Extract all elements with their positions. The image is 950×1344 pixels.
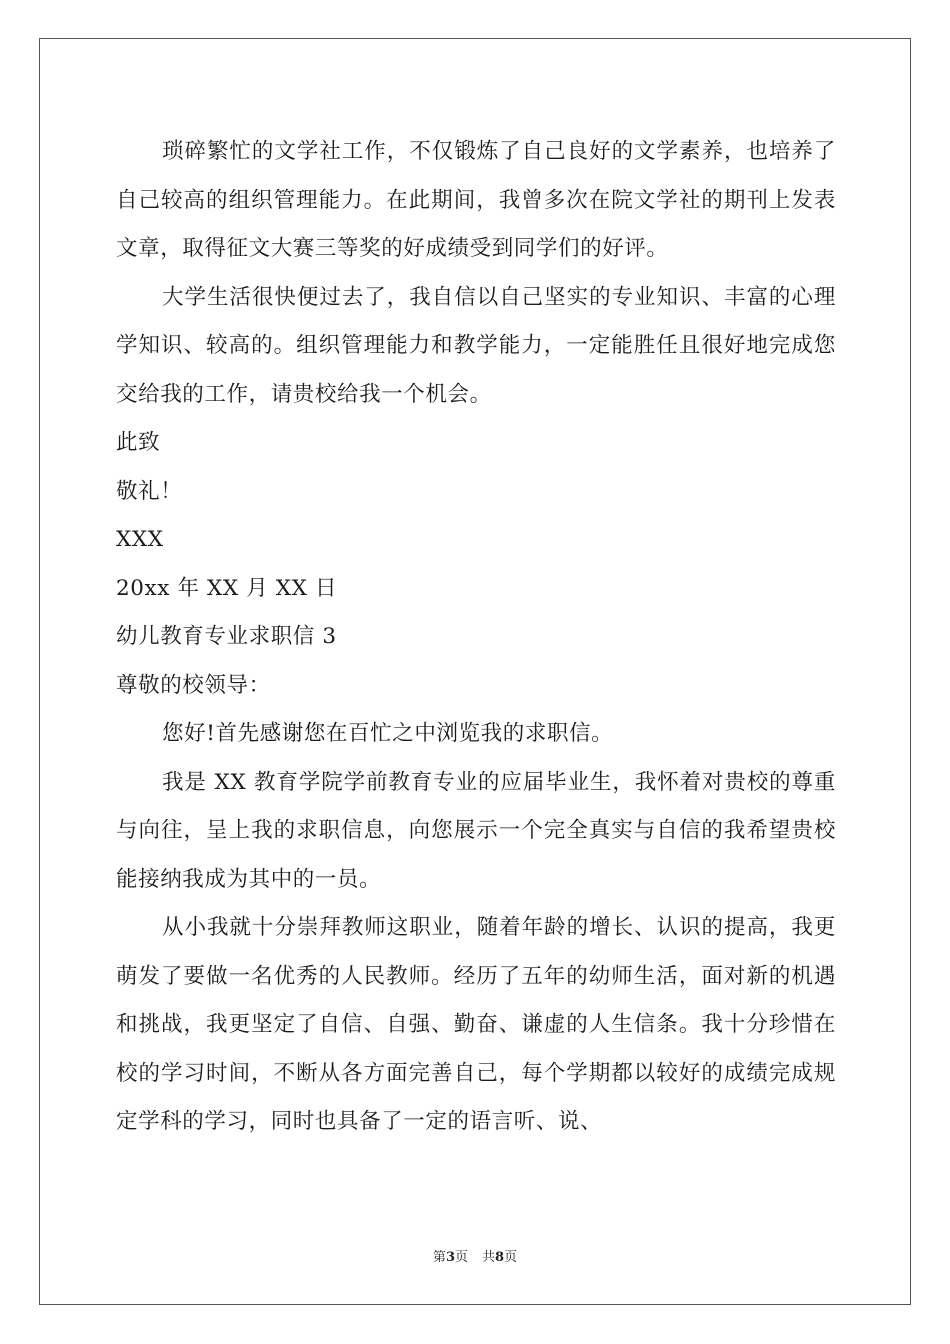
salute-text: 敬礼！: [116, 478, 183, 504]
footer-page-mid: 页: [454, 1250, 468, 1265]
page-footer: [0, 1246, 950, 1265]
paragraph-university-life: 大学生活很快便过去了，我自信以自己坚实的专业知识、丰富的心理学知识、较高的。组织管理能力和教学能力，一定能胜任且很好地完成您交给我的工作，请贵校给我一个机会。: [116, 284, 836, 407]
signature-text: XXX: [116, 527, 164, 552]
footer-page-total: 8: [495, 1250, 505, 1265]
paragraph-aspiration: 从小我就十分崇拜教师这职业，随着年龄的增长、认识的提高，我更萌发了要做一名优秀的人民教师。经历了五年的幼师生活，面对新的机遇和挑战，我更坚定了自信、自强、勤奋、谦虚的人生信条。我十分珍惜在校的学习时间，不断从各方面完善自己，每个学期都以较好的成绩完成规定学科的学习，同时也具备了一定的语言听、说、: [116, 915, 836, 1134]
greeting-text: 尊敬的校领导：: [116, 672, 271, 698]
paragraph-introduction: 我是 XX 教育学院学前教育专业的应届毕业生，我怀着对贵校的尊重与向往，呈上我的求职信息，向您展示一个完全真实与自信的我希望贵校能接纳我成为其中的一员。: [116, 769, 836, 892]
footer-total-prefix: 共: [482, 1250, 496, 1265]
paragraph-hello: 您好!首先感谢您在百忙之中浏览我的求职信。: [162, 721, 614, 746]
date-text: 20xx 年 XX 月 XX 日: [116, 575, 338, 601]
paragraph-literary-club: 琐碎繁忙的文学社工作，不仅锻炼了自己良好的文学素养，也培养了自己较高的组织管理能力。在此期间，我曾多次在院文学社的期刊上发表文章，取得征文大赛三等奖的好成绩受到同学们的好评。: [116, 139, 836, 261]
footer-page-prefix: 第: [432, 1250, 446, 1265]
document-body: [116, 128, 836, 1147]
section-title: 幼儿教育专业求职信 3: [116, 624, 337, 649]
footer-page-current: 3: [445, 1250, 455, 1265]
closing-text: 此致: [116, 430, 161, 455]
footer-total-suffix: 页: [504, 1250, 518, 1265]
